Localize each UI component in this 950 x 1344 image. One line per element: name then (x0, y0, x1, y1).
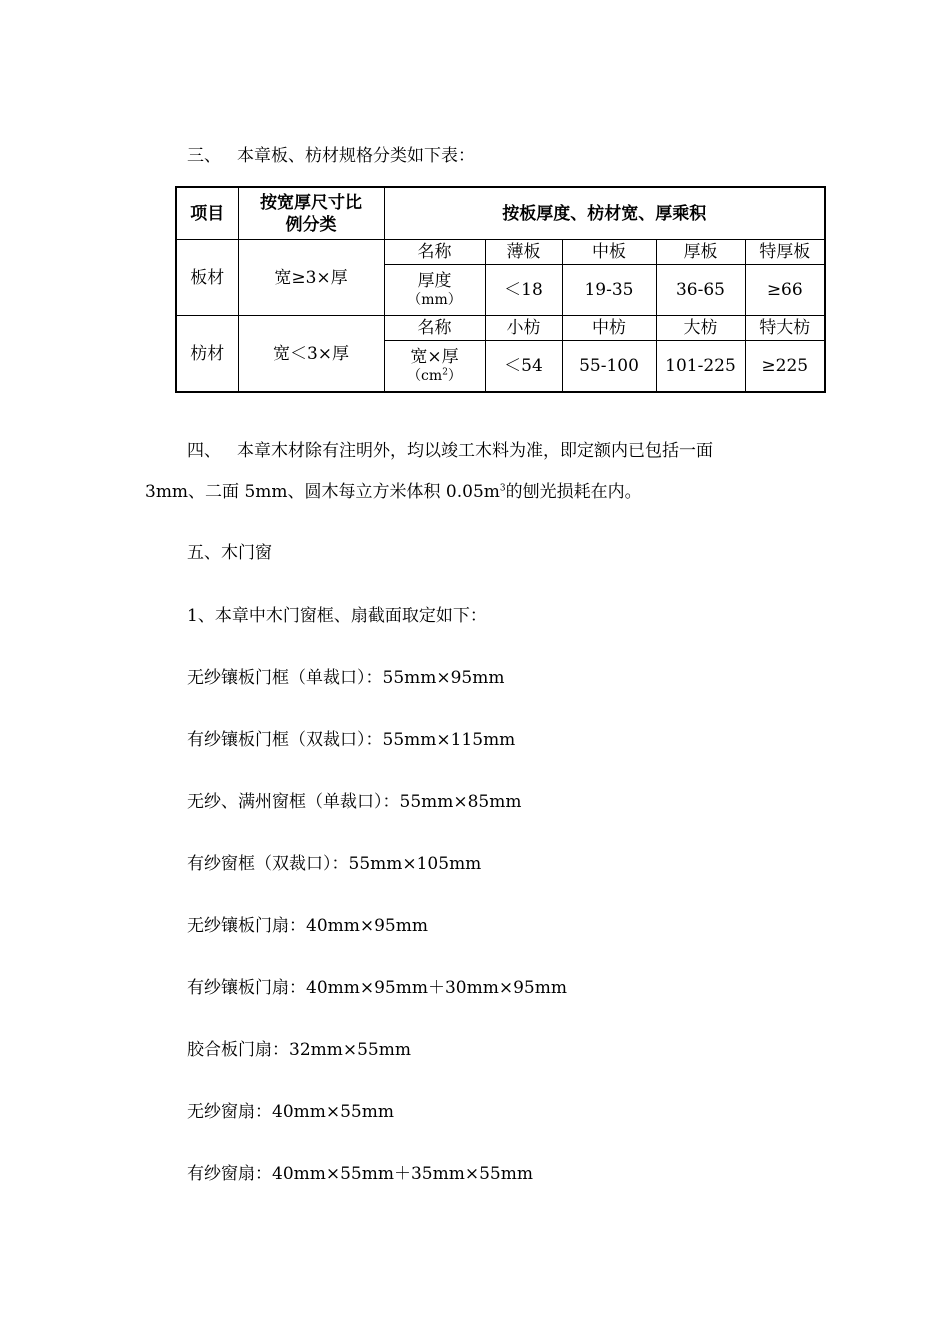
section-4-line-1 (187, 440, 713, 462)
timber-value-small: ＜54 (485, 341, 562, 393)
timber-label-large: 大枋 (656, 316, 745, 341)
table-header-row (176, 187, 825, 240)
timber-value-extra-large: ≥225 (745, 341, 825, 393)
timber-value-large: 101-225 (656, 341, 745, 393)
timber-type-cell: 枋材 (176, 316, 238, 393)
timber-metric-label: 宽×厚 $(cm^2)$ (384, 341, 485, 393)
board-label-thin: 薄板 (485, 240, 562, 265)
timber-name-label: 名称 (384, 316, 485, 341)
timber-label-small: 小枋 (485, 316, 562, 341)
timber-value-medium: 55-100 (562, 341, 656, 393)
spec-line: 有纱镶板门框（双裁口）：55mm×115mm (187, 730, 516, 750)
timber-name-row (176, 316, 825, 341)
board-value-medium: 19-35 (562, 265, 656, 316)
board-ratio-cell: 宽≥3×厚 (238, 240, 384, 316)
section-3-heading (187, 145, 475, 167)
section-5-heading: 五、木门窗 (187, 543, 272, 563)
board-metric-label: 厚度 （mm） (384, 265, 485, 316)
board-label-medium: 中板 (562, 240, 656, 265)
board-name-label: 名称 (384, 240, 485, 265)
lumber-spec-table (175, 186, 826, 393)
spec-line: 胶合板门扇：32mm×55mm (187, 1040, 411, 1060)
board-label-thick: 厚板 (656, 240, 745, 265)
header-item: 项目 (176, 187, 238, 240)
section-4-number: 四、 (187, 441, 221, 461)
timber-label-extra-large: 特大枋 (745, 316, 825, 341)
header-spec: 按板厚度、枋材宽、厚乘积 (384, 187, 825, 240)
spec-line: 无纱镶板门扇：40mm×95mm (187, 916, 428, 936)
header-ratio: 按宽厚尺寸比例分类 (238, 187, 384, 240)
timber-label-medium: 中枋 (562, 316, 656, 341)
section-3-number: 三、 (187, 146, 221, 166)
spec-line: 有纱镶板门扇：40mm×95mm＋30mm×95mm (187, 978, 567, 998)
section-4-line-2: 3mm、二面 5mm、圆木每立方米体积 $0.05m^3$的刨光损耗在内。 (145, 482, 642, 502)
board-value-extra-thick: ≥66 (745, 265, 825, 316)
board-label-extra-thick: 特厚板 (745, 240, 825, 265)
board-value-thick: 36-65 (656, 265, 745, 316)
board-type-cell: 板材 (176, 240, 238, 316)
spec-line: 有纱窗框（双裁口）：55mm×105mm (187, 854, 482, 874)
timber-ratio-cell: 宽＜3×厚 (238, 316, 384, 393)
spec-line: 无纱窗扇：40mm×55mm (187, 1102, 394, 1122)
spec-line: 无纱镶板门框（单裁口）：55mm×95mm (187, 668, 505, 688)
section-3-text: 本章板、枋材规格分类如下表： (237, 146, 475, 166)
board-value-thin: ＜18 (485, 265, 562, 316)
board-name-row (176, 240, 825, 265)
spec-line: 有纱窗扇：40mm×55mm＋35mm×55mm (187, 1164, 533, 1184)
spec-line: 无纱、满州窗框（单裁口）：55mm×85mm (187, 792, 522, 812)
item-1-heading: 1、本章中木门窗框、扇截面取定如下： (187, 606, 487, 626)
section-4-text: 本章木材除有注明外，均以竣工木料为准，即定额内已包括一面 (237, 441, 713, 461)
